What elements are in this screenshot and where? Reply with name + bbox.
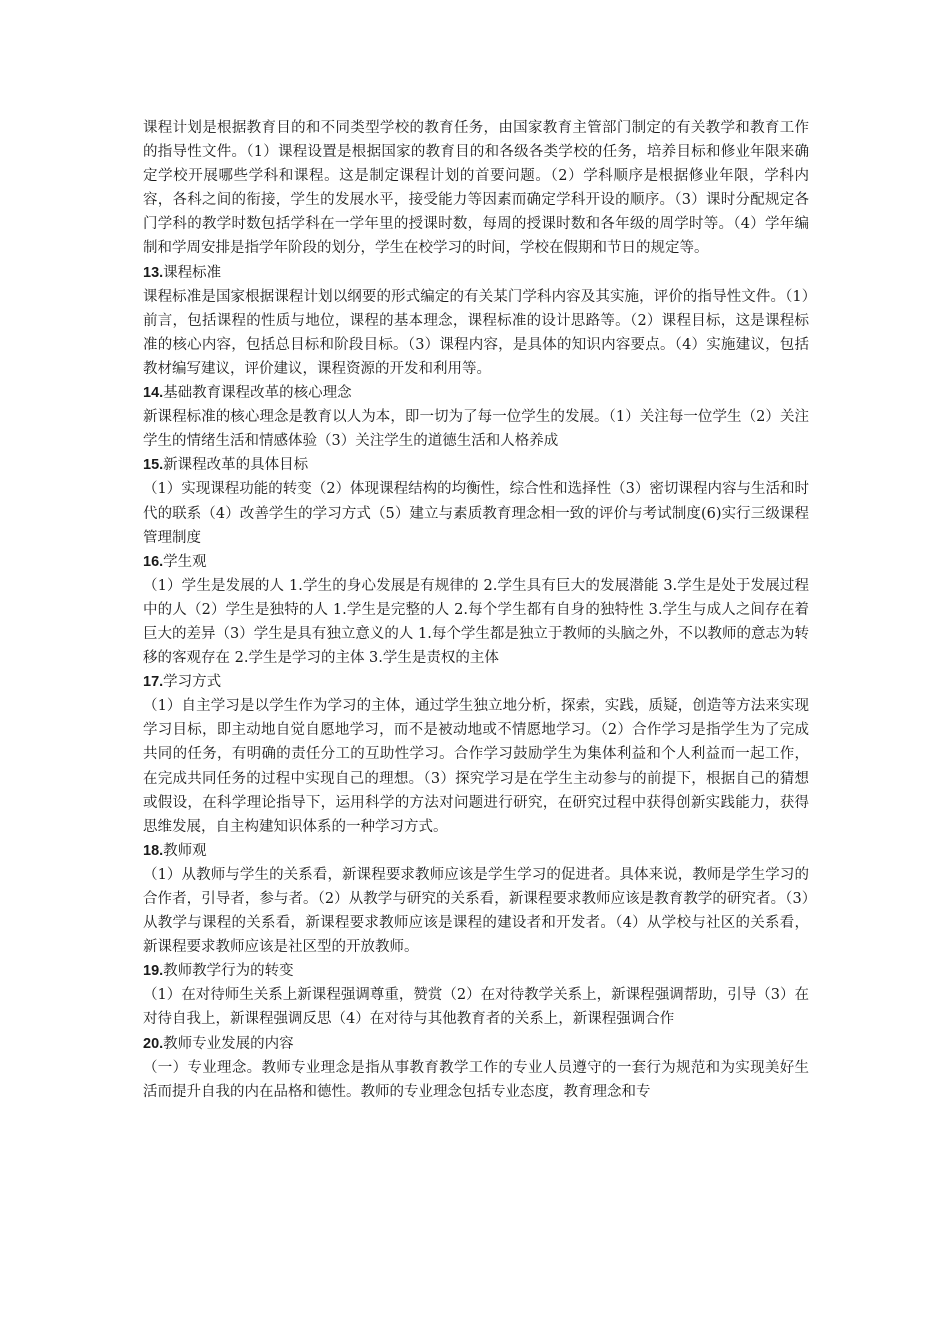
section-title: 教师观	[163, 842, 207, 859]
section-number: 14.	[143, 385, 164, 402]
section-20	[143, 1032, 809, 1104]
section-18	[143, 839, 809, 959]
intro-paragraph: 课程计划是根据教育目的和不同类型学校的教育任务，由国家教育主管部门制定的有关教学和教育工作的指导性文件。（1）课程设置是根据国家的教育目的和各级各类学校的任务，培养目标和修业年限来确定学校开展哪些学科和课程。这是制定课程计划的首要问题。（2）学科顺序是根据修业年限，学科内容，各科之间的衔接，学生的发展水平，接受能力等因素而确定学科开设的顺序。（3）课时分配规定各门学科的教学时数包括学科在一学年里的授课时数，每周的授课时数和各年级的周学时等。（4）学年编制和学周安排是指学年阶段的划分，学生在校学习的时间，学校在假期和节日的规定等。	[143, 120, 809, 257]
section-15	[143, 453, 809, 549]
section-title: 基础教育课程改革的核心理念	[163, 385, 352, 402]
section-title: 学习方式	[163, 674, 222, 691]
section-number: 15.	[143, 457, 164, 474]
section-body: （1）自主学习是以学生作为学习的主体，通过学生独立地分析，探索，实践，质疑，创造等方法来实现学习目标，即主动地自觉自愿地学习，而不是被动地或不情愿地学习。（2）合作学习是指学生为了完成共同的任务，有明确的责任分工的互助性学习。合作学习鼓励学生为集体利益和个人利益而一起工作，在完成共同任务的过程中实现自己的理想。（3）探究学习是在学生主动参与的前提下，根据自己的猜想或假设，在科学理论指导下，运用科学的方法对问题进行研究，在研究过程中获得创新实践能力，获得思维发展，自主构建知识体系的一种学习方式。	[143, 698, 809, 835]
document-page	[143, 116, 809, 1104]
section-title: 教师教学行为的转变	[163, 963, 294, 980]
section-title: 学生观	[163, 553, 207, 570]
section-19	[143, 959, 809, 1031]
section-14	[143, 381, 809, 453]
section-16	[143, 550, 809, 670]
section-heading	[143, 261, 809, 285]
section-title: 新课程改革的具体目标	[163, 457, 309, 474]
section-body: （1）实现课程功能的转变（2）体现课程结构的均衡性，综合性和选择性（3）密切课程内容与生活和时代的联系（4）改善学生的学习方式（5）建立与素质教育理念相一致的评价与考试制度(6)实行三级课程管理制度	[143, 481, 809, 546]
section-body: （1）从教师与学生的关系看，新课程要求教师应该是学生学习的促进者。具体来说，教师是学生学习的合作者，引导者，参与者。（2）从教学与研究的关系看，新课程要求教师应该是教育教学的研究者。（3）从教学与课程的关系看，新课程要求教师应该是课程的建设者和开发者。（4）从学校与社区的关系看，新课程要求教师应该是社区型的开放教师。	[143, 866, 809, 956]
section-body: 课程标准是国家根据课程计划以纲要的形式编定的有关某门学科内容及其实施，评价的指导性文件。（1）前言，包括课程的性质与地位，课程的基本理念，课程标准的设计思路等。（2）课程目标，这是课程标准的核心内容，包括总目标和阶段目标。（3）课程内容，是具体的知识内容要点。（4）实施建议，包括教材编写建议，评价建议，课程资源的开发和利用等。	[143, 288, 809, 377]
section-heading	[143, 670, 809, 694]
section-number: 13.	[143, 264, 164, 281]
section-heading	[143, 453, 809, 477]
section-body: （1）学生是发展的人 1.学生的身心发展是有规律的 2.学生具有巨大的发展潜能 3.学生是处于发展过程中的人（2）学生是独特的人 1.学生是完整的人 2.每个学生都有自身的独特性 3.学生与成人之间存在着巨大的差异（3）学生是具有独立意义的人 1.每个学生都是独立于教师的头脑之外，不以教师的意志为转移的客观存在 2.学生是学习的主体 3.学生是责权的主体	[143, 577, 809, 667]
section-title: 课程标准	[163, 264, 222, 281]
section-body: 新课程标准的核心理念是教育以人为本，即一切为了每一位学生的发展。（1）关注每一位学生（2）关注学生的情绪生活和情感体验（3）关注学生的道德生活和人格养成	[143, 409, 809, 450]
section-heading	[143, 1032, 809, 1056]
section-body: （一）专业理念。教师专业理念是指从事教育教学工作的专业人员遵守的一套行为规范和为实现美好生活而提升自我的内在品格和德性。教师的专业理念包括专业态度，教育理念和专	[143, 1059, 809, 1100]
section-13	[143, 261, 809, 381]
section-number: 17.	[143, 674, 164, 691]
section-body: （1）在对待师生关系上新课程强调尊重，赞赏（2）在对待教学关系上，新课程强调帮助，引导（3）在对待自我上，新课程强调反思（4）在对待与其他教育者的关系上，新课程强调合作	[143, 987, 809, 1028]
section-number: 19.	[143, 963, 164, 980]
section-heading	[143, 839, 809, 863]
section-heading	[143, 959, 809, 983]
section-number: 16.	[143, 553, 164, 570]
section-number: 18.	[143, 842, 164, 859]
section-heading	[143, 381, 809, 405]
section-title: 教师专业发展的内容	[163, 1035, 294, 1052]
section-number: 20.	[143, 1035, 164, 1052]
section-17	[143, 670, 809, 839]
section-heading	[143, 550, 809, 574]
